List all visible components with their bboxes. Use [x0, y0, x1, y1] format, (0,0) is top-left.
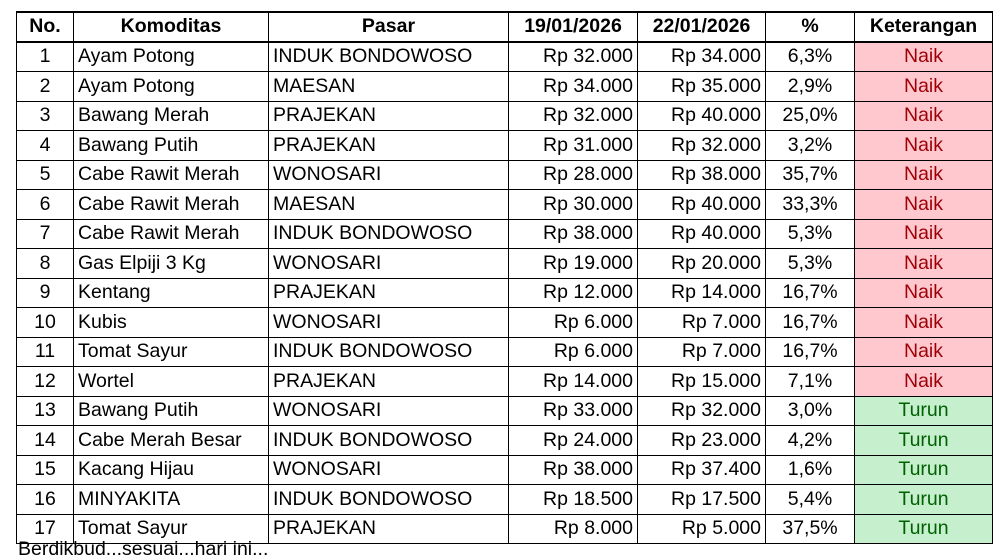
cell-price-date-1: Rp 24.000	[509, 426, 638, 456]
cell-no: 14	[17, 426, 74, 456]
cell-price-date-1: Rp 6.000	[509, 338, 638, 367]
table-body	[17, 42, 993, 544]
cell-percent: 33,3%	[766, 190, 855, 220]
cell-pasar: INDUK BONDOWOSO	[269, 485, 509, 515]
table-row	[17, 131, 993, 161]
cell-pasar: WONOSARI	[269, 249, 509, 279]
cell-price-date-2: Rp 7.000	[638, 338, 766, 367]
cell-percent: 16,7%	[766, 279, 855, 308]
cell-no: 8	[17, 249, 74, 279]
cell-price-date-1: Rp 32.000	[509, 42, 638, 72]
cell-percent: 3,2%	[766, 131, 855, 161]
cell-komoditas: Ayam Potong	[74, 42, 269, 72]
cell-price-date-2: Rp 38.000	[638, 161, 766, 190]
cell-pasar: PRAJEKAN	[269, 279, 509, 308]
cell-pasar: WONOSARI	[269, 308, 509, 338]
status-badge: Turun	[855, 426, 993, 456]
cell-pasar: WONOSARI	[269, 456, 509, 485]
table-row	[17, 42, 993, 72]
cell-price-date-2: Rp 14.000	[638, 279, 766, 308]
table-row	[17, 338, 993, 367]
cell-percent: 37,5%	[766, 515, 855, 544]
table-row	[17, 102, 993, 131]
cell-komoditas: Bawang Putih	[74, 131, 269, 161]
table-row	[17, 397, 993, 426]
cell-pasar: MAESAN	[269, 72, 509, 102]
cell-price-date-2: Rp 37.400	[638, 456, 766, 485]
cell-no: 5	[17, 161, 74, 190]
footnote-text: Berdikbud...sesuai...hari ini...	[18, 538, 269, 560]
table-row	[17, 426, 993, 456]
header-pasar: Pasar	[269, 12, 509, 42]
cell-komoditas: Tomat Sayur	[74, 515, 269, 544]
cell-no: 13	[17, 397, 74, 426]
cell-no: 15	[17, 456, 74, 485]
cell-no: 12	[17, 367, 74, 397]
cell-no: 3	[17, 102, 74, 131]
header-date-2: 22/01/2026	[638, 12, 766, 42]
cell-percent: 35,7%	[766, 161, 855, 190]
status-badge: Naik	[855, 72, 993, 102]
cell-price-date-2: Rp 17.500	[638, 485, 766, 515]
cell-price-date-1: Rp 38.000	[509, 220, 638, 249]
cell-no: 6	[17, 190, 74, 220]
cell-komoditas: Cabe Rawit Merah	[74, 220, 269, 249]
cell-price-date-1: Rp 18.500	[509, 485, 638, 515]
cell-no: 7	[17, 220, 74, 249]
status-badge: Turun	[855, 397, 993, 426]
table-row	[17, 249, 993, 279]
header-no: No.	[17, 12, 74, 42]
cell-price-date-2: Rp 32.000	[638, 131, 766, 161]
cell-komoditas: Kubis	[74, 308, 269, 338]
cell-percent: 16,7%	[766, 308, 855, 338]
cell-pasar: MAESAN	[269, 190, 509, 220]
cell-price-date-1: Rp 32.000	[509, 102, 638, 131]
header-date-1: 19/01/2026	[509, 12, 638, 42]
table-row	[17, 279, 993, 308]
cell-percent: 5,3%	[766, 249, 855, 279]
header-percent: %	[766, 12, 855, 42]
cell-price-date-2: Rp 35.000	[638, 72, 766, 102]
status-badge: Naik	[855, 220, 993, 249]
table-row	[17, 220, 993, 249]
status-badge: Naik	[855, 190, 993, 220]
status-badge: Turun	[855, 515, 993, 544]
cell-price-date-2: Rp 7.000	[638, 308, 766, 338]
cell-price-date-1: Rp 12.000	[509, 279, 638, 308]
table-row	[17, 308, 993, 338]
table-row	[17, 485, 993, 515]
cell-price-date-2: Rp 5.000	[638, 515, 766, 544]
status-badge: Naik	[855, 308, 993, 338]
table-row	[17, 367, 993, 397]
cell-percent: 1,6%	[766, 456, 855, 485]
cell-komoditas: Wortel	[74, 367, 269, 397]
cell-pasar: INDUK BONDOWOSO	[269, 42, 509, 72]
cell-price-date-2: Rp 32.000	[638, 397, 766, 426]
cell-komoditas: MINYAKITA	[74, 485, 269, 515]
cell-komoditas: Bawang Putih	[74, 397, 269, 426]
cell-no: 11	[17, 338, 74, 367]
cell-komoditas: Kacang Hijau	[74, 456, 269, 485]
cell-price-date-1: Rp 38.000	[509, 456, 638, 485]
cell-price-date-2: Rp 40.000	[638, 102, 766, 131]
cell-pasar: PRAJEKAN	[269, 102, 509, 131]
cell-price-date-2: Rp 15.000	[638, 367, 766, 397]
cell-komoditas: Gas Elpiji 3 Kg	[74, 249, 269, 279]
cell-pasar: PRAJEKAN	[269, 367, 509, 397]
status-badge: Naik	[855, 102, 993, 131]
price-table	[16, 11, 993, 544]
cell-price-date-1: Rp 6.000	[509, 308, 638, 338]
cell-no: 9	[17, 279, 74, 308]
cell-percent: 7,1%	[766, 367, 855, 397]
status-badge: Naik	[855, 161, 993, 190]
cell-price-date-1: Rp 31.000	[509, 131, 638, 161]
table-row	[17, 190, 993, 220]
table-row	[17, 72, 993, 102]
cell-komoditas: Kentang	[74, 279, 269, 308]
cell-price-date-2: Rp 34.000	[638, 42, 766, 72]
cell-pasar: INDUK BONDOWOSO	[269, 338, 509, 367]
cell-pasar: INDUK BONDOWOSO	[269, 426, 509, 456]
cell-komoditas: Ayam Potong	[74, 72, 269, 102]
status-badge: Naik	[855, 367, 993, 397]
cell-pasar: PRAJEKAN	[269, 515, 509, 544]
cell-price-date-1: Rp 33.000	[509, 397, 638, 426]
price-comparison-sheet	[16, 11, 993, 544]
cell-price-date-2: Rp 40.000	[638, 220, 766, 249]
table-row	[17, 161, 993, 190]
cell-price-date-2: Rp 20.000	[638, 249, 766, 279]
cell-komoditas: Cabe Rawit Merah	[74, 190, 269, 220]
status-badge: Naik	[855, 131, 993, 161]
cell-percent: 2,9%	[766, 72, 855, 102]
cell-price-date-1: Rp 14.000	[509, 367, 638, 397]
cell-price-date-1: Rp 19.000	[509, 249, 638, 279]
cell-percent: 5,3%	[766, 220, 855, 249]
cell-no: 10	[17, 308, 74, 338]
status-badge: Turun	[855, 456, 993, 485]
cell-pasar: WONOSARI	[269, 397, 509, 426]
cell-pasar: INDUK BONDOWOSO	[269, 220, 509, 249]
cell-komoditas: Cabe Rawit Merah	[74, 161, 269, 190]
cell-price-date-1: Rp 30.000	[509, 190, 638, 220]
cell-percent: 25,0%	[766, 102, 855, 131]
cell-price-date-2: Rp 40.000	[638, 190, 766, 220]
status-badge: Turun	[855, 485, 993, 515]
cell-price-date-2: Rp 23.000	[638, 426, 766, 456]
status-badge: Naik	[855, 279, 993, 308]
cell-pasar: WONOSARI	[269, 161, 509, 190]
cell-komoditas: Bawang Merah	[74, 102, 269, 131]
table-row	[17, 456, 993, 485]
status-badge: Naik	[855, 338, 993, 367]
cell-komoditas: Tomat Sayur	[74, 338, 269, 367]
cell-percent: 5,4%	[766, 485, 855, 515]
cell-percent: 16,7%	[766, 338, 855, 367]
cell-price-date-1: Rp 8.000	[509, 515, 638, 544]
cell-no: 4	[17, 131, 74, 161]
table-header-row	[17, 12, 993, 42]
header-keterangan: Keterangan	[855, 12, 993, 42]
cell-pasar: PRAJEKAN	[269, 131, 509, 161]
cell-no: 16	[17, 485, 74, 515]
cell-percent: 3,0%	[766, 397, 855, 426]
cell-no: 1	[17, 42, 74, 72]
header-komoditas: Komoditas	[74, 12, 269, 42]
cell-percent: 6,3%	[766, 42, 855, 72]
status-badge: Naik	[855, 249, 993, 279]
cell-no: 17	[17, 515, 74, 544]
cell-no: 2	[17, 72, 74, 102]
cell-percent: 4,2%	[766, 426, 855, 456]
cell-price-date-1: Rp 28.000	[509, 161, 638, 190]
status-badge: Naik	[855, 42, 993, 72]
cell-komoditas: Cabe Merah Besar	[74, 426, 269, 456]
cell-price-date-1: Rp 34.000	[509, 72, 638, 102]
